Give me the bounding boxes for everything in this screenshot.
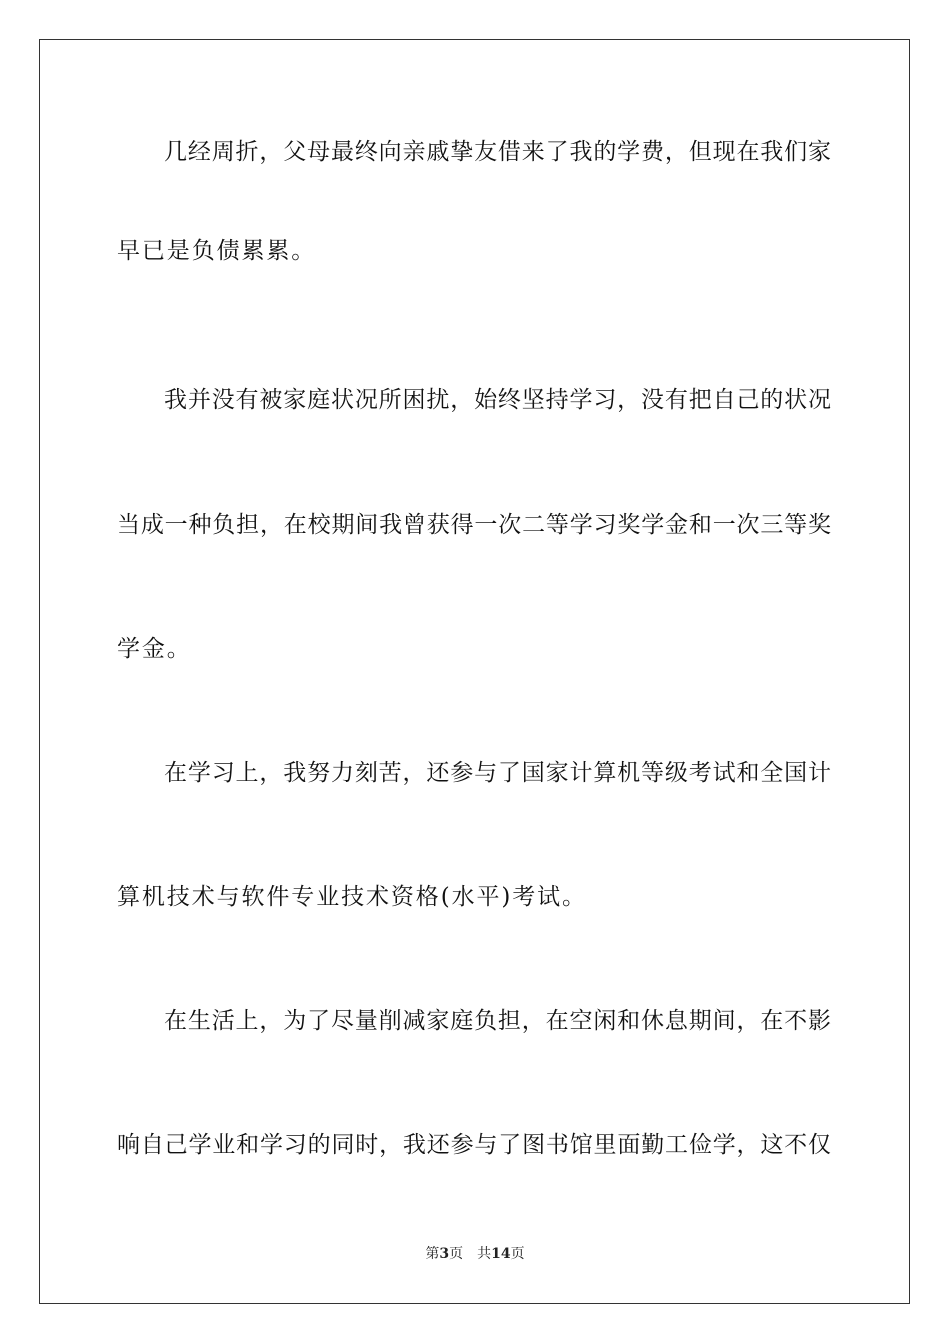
text-line-5: 学金。 [117, 636, 192, 662]
total-prefix: 共 [477, 1246, 492, 1262]
page-frame [39, 39, 910, 1304]
text-line-3: 我并没有被家庭状况所困扰，始终坚持学习，没有把自己的状况 [164, 387, 831, 413]
page-suffix: 页 [449, 1246, 464, 1262]
text-line-9: 响自己学业和学习的同时，我还参与了图书馆里面勤工俭学，这不仅 [117, 1132, 831, 1158]
text-line-6: 在学习上，我努力刻苦，还参与了国家计算机等级考试和全国计 [164, 760, 831, 786]
page-prefix: 第 [425, 1246, 440, 1262]
page-footer [0, 1244, 950, 1264]
text-line-8: 在生活上，为了尽量削减家庭负担，在空闲和休息期间，在不影 [164, 1008, 831, 1034]
text-line-4: 当成一种负担，在校期间我曾获得一次二等学习奖学金和一次三等奖 [117, 512, 831, 538]
text-line-1: 几经周折，父母最终向亲戚挚友借来了我的学费，但现在我们家 [164, 139, 831, 165]
text-line-2: 早已是负债累累。 [117, 238, 317, 264]
total-suffix: 页 [510, 1246, 525, 1262]
text-line-7: 算机技术与软件专业技术资格(水平)考试。 [117, 884, 587, 910]
total-page-count: 14 [491, 1246, 511, 1262]
current-page-number: 3 [439, 1246, 450, 1262]
